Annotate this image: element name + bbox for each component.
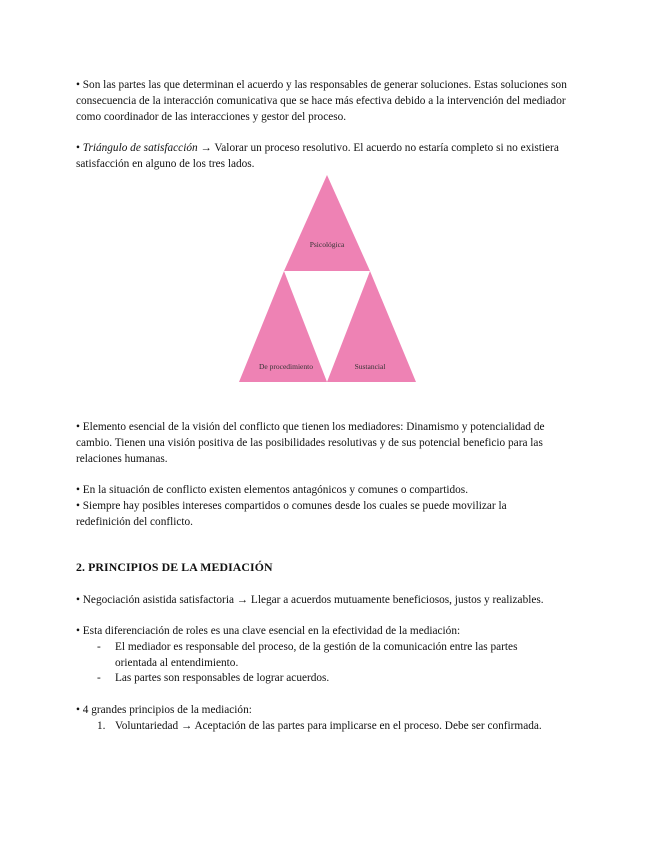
paragraph-situacion-conflicto: • En la situación de conflicto existen elementos antagónicos y comunes o compartidos. <box>76 484 469 496</box>
satisfaction-triangle-diagram <box>236 173 418 385</box>
dash-marker: - <box>97 672 101 684</box>
label-sustancial: Sustancial <box>354 362 386 371</box>
section-heading: 2. PRINCIPIOS DE LA MEDIACIÓN <box>76 560 273 574</box>
paragraph-intereses: • Siempre hay posibles intereses compartidos o comunes desde los cuales se puede movilizar la redefinición del conflicto. <box>76 500 507 528</box>
label-psicologica: Psicológica <box>309 240 345 249</box>
triangle-term: Triángulo de satisfacción → <box>82 142 212 154</box>
paragraph-elemento-esencial: • Elemento esencial de la visión del conflicto que tienen los mediadores: Dinamismo y potencialidad de cambio. Tienen una visión positiva de las posibilidades resolutivas y de sus potencial beneficio para las relaciones humanas. <box>76 421 545 465</box>
bullet: • <box>76 142 83 154</box>
triangle-description: Valorar un proceso resolutivo. El acuerdo no estaría completo si no existiera satisfacción en alguno de los tres lados. <box>76 142 559 170</box>
list-item-mediador: El mediador es responsable del proceso, de la gestión de la comunicación entre las partes orientada al entendimiento. <box>115 641 518 669</box>
paragraph-principios: • 4 grandes principios de la mediación: <box>76 704 252 716</box>
label-procedimiento: De procedimiento <box>259 362 313 371</box>
numbered-marker: 1. <box>97 720 106 732</box>
paragraph-negociacion: • Negociación asistida satisfactoria → Llegar a acuerdos mutuamente beneficiosos, justos y realizables. <box>76 594 544 606</box>
paragraph-partes: • Son las partes las que determinan el acuerdo y las responsables de generar soluciones. Estas soluciones son consecuencia de la interacción comunicativa que se hace más efectiva debido a la intervención del mediador como coordinador de las interacciones y gestor del proceso. <box>76 79 567 123</box>
paragraph-triangulo <box>76 140 576 172</box>
dash-marker: - <box>97 641 101 653</box>
list-item-partes: Las partes son responsables de lograr acuerdos. <box>115 672 330 684</box>
triangle-top <box>284 175 370 271</box>
paragraph-roles: • Esta diferenciación de roles es una clave esencial en la efectividad de la mediación: <box>76 625 461 637</box>
list-item-voluntariedad: Voluntariedad → Aceptación de las partes para implicarse en el proceso. Debe ser confirmada. <box>115 720 542 732</box>
